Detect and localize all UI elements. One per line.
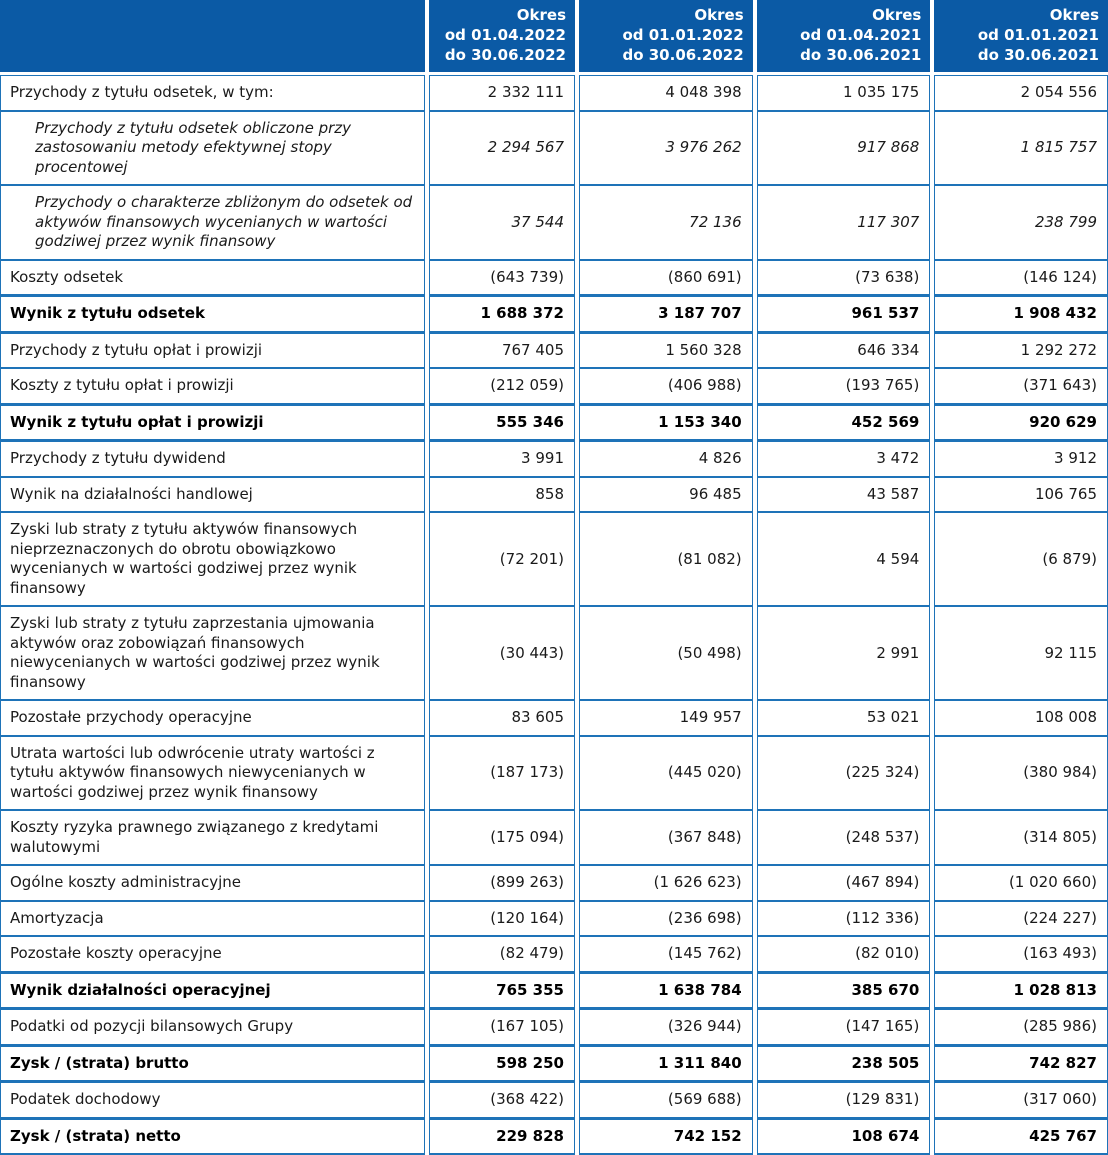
row-label-cell: Pozostałe przychody operacyjne [0, 700, 425, 736]
row-value-cell-period-4: (224 227) [934, 901, 1108, 937]
table-row [0, 441, 1108, 477]
row-value-cell-period-2: 1 153 340 [579, 404, 753, 442]
period-title: Okres [516, 6, 566, 24]
row-value-cell-period-4: 238 799 [934, 185, 1108, 260]
row-value-cell-period-2: 742 152 [579, 1118, 753, 1155]
row-value-cell-period-1: 765 355 [429, 972, 575, 1010]
period-title: Okres [694, 6, 744, 24]
row-value-cell-period-3: (129 831) [757, 1082, 931, 1118]
row-value-cell-period-4: 2 054 556 [934, 75, 1108, 111]
table-row [0, 865, 1108, 901]
row-label-cell: Podatki od pozycji bilansowych Grupy [0, 1009, 425, 1045]
row-value-cell-period-1: 2 332 111 [429, 75, 575, 111]
row-value-cell-period-3: 43 587 [757, 477, 931, 513]
table-row [0, 185, 1108, 260]
row-value-cell-period-2: (145 762) [579, 936, 753, 972]
row-value-cell-period-3: 452 569 [757, 404, 931, 442]
row-value-cell-period-3: (82 010) [757, 936, 931, 972]
row-value-cell-period-1: (72 201) [429, 512, 575, 606]
row-value-cell-period-2: (81 082) [579, 512, 753, 606]
row-label-cell: Koszty odsetek [0, 260, 425, 296]
row-value-cell-period-4: (314 805) [934, 810, 1108, 865]
row-value-cell-period-3: 53 021 [757, 700, 931, 736]
row-value-cell-period-1: (175 094) [429, 810, 575, 865]
row-value-cell-period-3: 3 472 [757, 441, 931, 477]
row-value-cell-period-3: (225 324) [757, 736, 931, 811]
row-label-cell: Pozostałe koszty operacyjne [0, 936, 425, 972]
column-header-period-4 [934, 0, 1108, 72]
row-value-cell-period-4: 1 292 272 [934, 333, 1108, 369]
row-value-cell-period-4: 1 908 432 [934, 295, 1108, 333]
period-from: od 01.01.2021 [977, 25, 1099, 44]
row-label-cell: Koszty ryzyka prawnego związanego z kredytami walutowymi [0, 810, 425, 865]
column-header-period-1 [429, 0, 575, 72]
period-to: do 30.06.2022 [444, 45, 566, 64]
row-value-cell-period-2: (1 626 623) [579, 865, 753, 901]
table-row [0, 736, 1108, 811]
table-row [0, 260, 1108, 296]
row-value-cell-period-4: (317 060) [934, 1082, 1108, 1118]
row-value-cell-period-2: (445 020) [579, 736, 753, 811]
row-value-cell-period-1: (368 422) [429, 1082, 575, 1118]
row-label-cell: Wynik działalności operacyjnej [0, 972, 425, 1010]
row-value-cell-period-2: (569 688) [579, 1082, 753, 1118]
row-value-cell-period-3: 108 674 [757, 1118, 931, 1155]
row-value-cell-period-1: (187 173) [429, 736, 575, 811]
row-value-cell-period-1: (899 263) [429, 865, 575, 901]
period-to: do 30.06.2021 [977, 45, 1099, 64]
row-value-cell-period-2: 149 957 [579, 700, 753, 736]
row-value-cell-period-3: 385 670 [757, 972, 931, 1010]
row-value-cell-period-3: (248 537) [757, 810, 931, 865]
period-title: Okres [872, 6, 922, 24]
row-value-cell-period-4: 1 028 813 [934, 972, 1108, 1010]
table-row [0, 75, 1108, 111]
table-row [0, 295, 1108, 333]
row-value-cell-period-2: (367 848) [579, 810, 753, 865]
row-value-cell-period-1: 858 [429, 477, 575, 513]
row-label-cell: Zysk / (strata) brutto [0, 1045, 425, 1083]
row-value-cell-period-3: 646 334 [757, 333, 931, 369]
row-value-cell-period-2: (236 698) [579, 901, 753, 937]
row-value-cell-period-2: 96 485 [579, 477, 753, 513]
period-from: od 01.01.2022 [622, 25, 744, 44]
row-value-cell-period-1: (120 164) [429, 901, 575, 937]
row-value-cell-period-3: 117 307 [757, 185, 931, 260]
row-value-cell-period-2: 1 311 840 [579, 1045, 753, 1083]
row-value-cell-period-1: 767 405 [429, 333, 575, 369]
row-value-cell-period-2: (406 988) [579, 368, 753, 404]
row-label-cell: Przychody z tytułu odsetek obliczone przy zastosowaniu metody efektywnej stopy procentowej [0, 111, 425, 186]
row-value-cell-period-2: (50 498) [579, 606, 753, 700]
row-value-cell-period-4: 1 815 757 [934, 111, 1108, 186]
row-value-cell-period-3: (73 638) [757, 260, 931, 296]
row-label-cell: Przychody z tytułu odsetek, w tym: [0, 75, 425, 111]
row-value-cell-period-4: 106 765 [934, 477, 1108, 513]
row-value-cell-period-2: 3 187 707 [579, 295, 753, 333]
row-value-cell-period-4: (1 020 660) [934, 865, 1108, 901]
period-to: do 30.06.2022 [622, 45, 744, 64]
row-value-cell-period-1: 555 346 [429, 404, 575, 442]
row-value-cell-period-1: (643 739) [429, 260, 575, 296]
table-row [0, 1082, 1108, 1118]
row-value-cell-period-3: (467 894) [757, 865, 931, 901]
table-row [0, 368, 1108, 404]
row-value-cell-period-2: 4 048 398 [579, 75, 753, 111]
row-value-cell-period-4: 92 115 [934, 606, 1108, 700]
row-value-cell-period-2: 1 638 784 [579, 972, 753, 1010]
row-value-cell-period-1: 229 828 [429, 1118, 575, 1155]
row-value-cell-period-3: 961 537 [757, 295, 931, 333]
table-row [0, 1009, 1108, 1045]
table-row [0, 111, 1108, 186]
row-value-cell-period-2: 3 976 262 [579, 111, 753, 186]
row-value-cell-period-1: (212 059) [429, 368, 575, 404]
row-value-cell-period-1: 1 688 372 [429, 295, 575, 333]
row-value-cell-period-4: 108 008 [934, 700, 1108, 736]
row-value-cell-period-4: 920 629 [934, 404, 1108, 442]
table-body [0, 75, 1108, 1155]
row-value-cell-period-1: (30 443) [429, 606, 575, 700]
row-value-cell-period-4: (380 984) [934, 736, 1108, 811]
row-label-cell: Amortyzacja [0, 901, 425, 937]
row-value-cell-period-1: 598 250 [429, 1045, 575, 1083]
row-value-cell-period-4: (163 493) [934, 936, 1108, 972]
table-row [0, 810, 1108, 865]
row-value-cell-period-1: (167 105) [429, 1009, 575, 1045]
row-value-cell-period-2: (326 944) [579, 1009, 753, 1045]
row-value-cell-period-3: 238 505 [757, 1045, 931, 1083]
row-value-cell-period-2: 1 560 328 [579, 333, 753, 369]
row-value-cell-period-1: 2 294 567 [429, 111, 575, 186]
table-row [0, 1045, 1108, 1083]
table-header-row [0, 0, 1108, 72]
row-value-cell-period-3: 917 868 [757, 111, 931, 186]
row-value-cell-period-4: (371 643) [934, 368, 1108, 404]
table-row [0, 901, 1108, 937]
row-label-cell: Podatek dochodowy [0, 1082, 425, 1118]
row-value-cell-period-4: 3 912 [934, 441, 1108, 477]
row-value-cell-period-2: (860 691) [579, 260, 753, 296]
row-value-cell-period-3: 2 991 [757, 606, 931, 700]
row-label-cell: Zyski lub straty z tytułu aktywów finansowych nieprzeznaczonych do obrotu obowiązkowo wycenianych w wartości godziwej przez wynik finansowy [0, 512, 425, 606]
row-value-cell-period-1: 83 605 [429, 700, 575, 736]
row-label-cell: Przychody z tytułu opłat i prowizji [0, 333, 425, 369]
header-empty-cell [0, 0, 425, 72]
row-label-cell: Zysk / (strata) netto [0, 1118, 425, 1155]
row-value-cell-period-4: (6 879) [934, 512, 1108, 606]
row-label-cell: Wynik z tytułu opłat i prowizji [0, 404, 425, 442]
table-row [0, 700, 1108, 736]
row-value-cell-period-4: 742 827 [934, 1045, 1108, 1083]
row-label-cell: Przychody o charakterze zbliżonym do odsetek od aktywów finansowych wycenianych w wartości godziwej przez wynik finansowy [0, 185, 425, 260]
row-label-cell: Koszty z tytułu opłat i prowizji [0, 368, 425, 404]
table-row [0, 512, 1108, 606]
table-row [0, 477, 1108, 513]
column-header-period-2 [579, 0, 753, 72]
table-row [0, 404, 1108, 442]
row-value-cell-period-3: (193 765) [757, 368, 931, 404]
row-value-cell-period-1: 3 991 [429, 441, 575, 477]
row-value-cell-period-3: 1 035 175 [757, 75, 931, 111]
row-label-cell: Wynik z tytułu odsetek [0, 295, 425, 333]
row-value-cell-period-4: (285 986) [934, 1009, 1108, 1045]
row-value-cell-period-2: 4 826 [579, 441, 753, 477]
column-header-period-3 [757, 0, 931, 72]
period-from: od 01.04.2022 [444, 25, 566, 44]
row-value-cell-period-2: 72 136 [579, 185, 753, 260]
period-from: od 01.04.2021 [800, 25, 922, 44]
row-value-cell-period-4: (146 124) [934, 260, 1108, 296]
table-row [0, 606, 1108, 700]
row-value-cell-period-1: (82 479) [429, 936, 575, 972]
row-label-cell: Ogólne koszty administracyjne [0, 865, 425, 901]
table-row [0, 972, 1108, 1010]
row-value-cell-period-3: (112 336) [757, 901, 931, 937]
row-value-cell-period-1: 37 544 [429, 185, 575, 260]
table-row [0, 1118, 1108, 1155]
row-value-cell-period-3: 4 594 [757, 512, 931, 606]
row-label-cell: Zyski lub straty z tytułu zaprzestania ujmowania aktywów oraz zobowiązań finansowych niewycenianych w wartości godziwej przez wynik finansowy [0, 606, 425, 700]
period-to: do 30.06.2021 [800, 45, 922, 64]
row-value-cell-period-4: 425 767 [934, 1118, 1108, 1155]
table-row [0, 936, 1108, 972]
period-title: Okres [1049, 6, 1099, 24]
row-value-cell-period-3: (147 165) [757, 1009, 931, 1045]
row-label-cell: Utrata wartości lub odwrócenie utraty wartości z tytułu aktywów finansowych niewycenianych w wartości godziwej przez wynik finansowy [0, 736, 425, 811]
row-label-cell: Przychody z tytułu dywidend [0, 441, 425, 477]
row-label-cell: Wynik na działalności handlowej [0, 477, 425, 513]
table-row [0, 333, 1108, 369]
